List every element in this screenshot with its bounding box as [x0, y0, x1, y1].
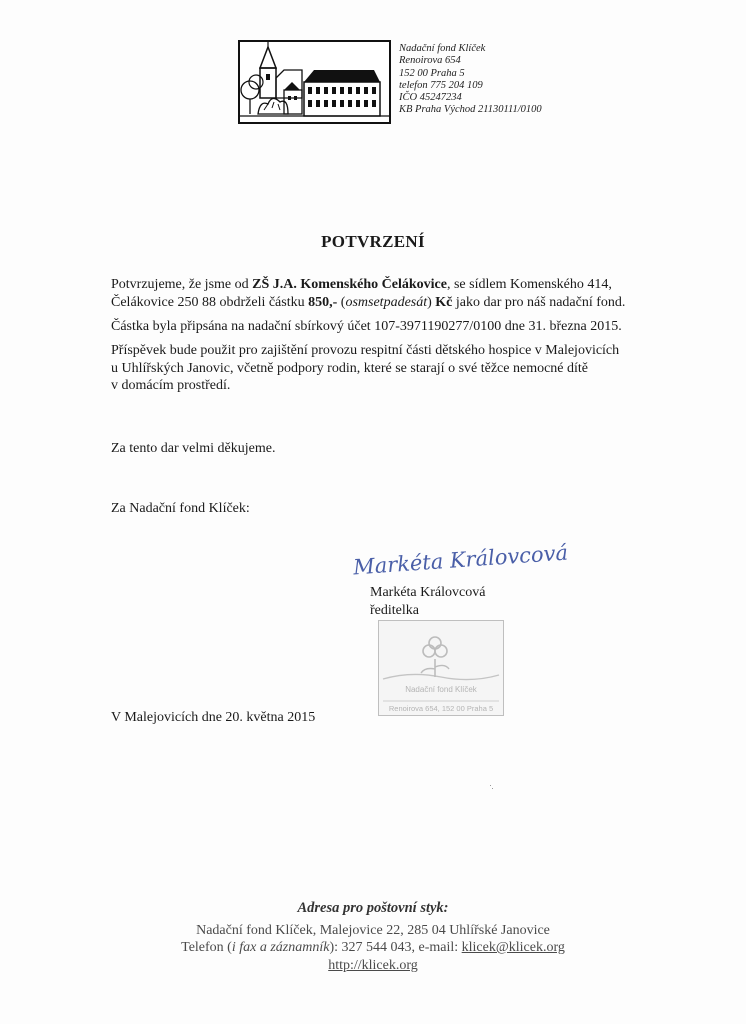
handwritten-signature: Markéta Královcová: [352, 540, 569, 580]
org-ico: IČO 45247234: [399, 92, 462, 104]
signer-name: Markéta Královcová: [370, 585, 486, 600]
text-run: jako dar pro náš nadační fond.: [452, 294, 626, 310]
org-name: Nadační fond Klíček: [399, 43, 486, 54]
signer-block: [370, 584, 485, 620]
paragraph-purpose: [111, 342, 671, 395]
footer-heading: Adresa pro poštovní styk:: [297, 900, 449, 916]
org-address-block: [399, 43, 542, 117]
paragraph-line: v domácím prostředí.: [111, 378, 231, 393]
donor-name: ZŠ J.A. Komenského Čelákovice: [252, 277, 447, 292]
org-bank: KB Praha Východ 21130111/0100: [399, 104, 542, 116]
stamp-org-name: [379, 685, 503, 694]
footer-address: Nadační fond Klíček, Malejovice 22, 285 04 Uhlířské Janovice: [196, 922, 550, 938]
scan-specks: [490, 785, 494, 789]
thanks-line: Za tento dar velmi děkujeme.: [111, 441, 276, 456]
paragraph-account: [111, 318, 671, 336]
text-run: Telefon (: [181, 940, 232, 955]
official-stamp: [378, 620, 504, 716]
place-and-date: V Malejovicích dne 20. května 2015: [111, 710, 316, 725]
signer-role: ředitelka: [370, 603, 419, 618]
text-run: Potvrzujeme, že jsme od: [111, 277, 253, 292]
footer-contact: [0, 939, 746, 957]
text-run: (: [337, 294, 346, 310]
org-phone: telefon 775 204 109: [399, 79, 483, 91]
amount-in-words: osmsetpadesát: [345, 294, 428, 310]
text-run: Čelákovice 250 88 obdrželi částku: [111, 294, 309, 310]
text-run: ): [427, 294, 436, 310]
paragraph-line: [111, 294, 671, 312]
org-city: 152 00 Praha 5: [399, 67, 465, 79]
org-street: Renoirova 654: [399, 55, 461, 67]
signoff-line: Za Nadační fond Klíček:: [111, 501, 250, 516]
text-run: ): 327 544 043, e-mail:: [329, 940, 462, 955]
paragraph-line: Příspěvek bude použit pro zajištění provozu respitní části dětského hospice v Malejovicích: [111, 343, 620, 358]
text-run: , se sídlem Komenského 414,: [446, 277, 612, 292]
paragraph-line: [111, 276, 671, 294]
fax-note: i fax a záznamník: [231, 940, 330, 955]
paragraph-donation: [111, 276, 671, 311]
document-title: POTVRZENÍ: [321, 232, 425, 251]
currency: Kč: [435, 294, 453, 310]
stamp-address: Renoirova 654, 152 00 Praha 5: [388, 704, 494, 713]
village-church-school-icon: [238, 40, 391, 124]
paragraph-line: Částka byla připsána na nadační sbírkový účet 107-3971190277/0100 dne 31. března 2015.: [111, 319, 622, 334]
email-link[interactable]: klicek@klicek.org: [461, 940, 565, 955]
stamp-name-text: Klíček: [455, 685, 477, 694]
flower-logo-icon: [379, 621, 503, 715]
website-link[interactable]: http://klicek.org: [328, 957, 418, 973]
stamp-name-text: Nadační fond: [405, 685, 453, 694]
donation-amount: 850,-: [308, 294, 338, 310]
paragraph-line: u Uhlířských Janovic, včetně podpory rodin, které se starají o své těžce nemocné dítě: [111, 360, 589, 376]
footer: [0, 900, 746, 974]
